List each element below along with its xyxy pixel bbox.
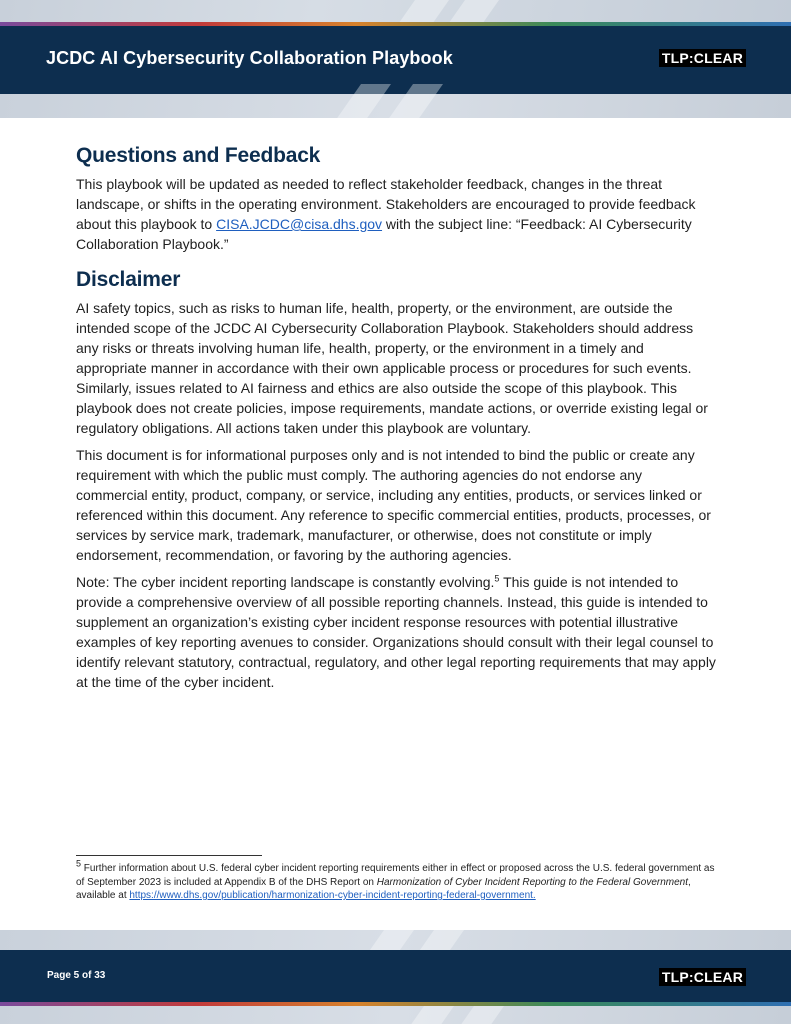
feedback-email-link[interactable]: CISA.JCDC@cisa.dhs.gov [216,216,383,232]
main-content [76,144,716,699]
tlp-label-footer: TLP:CLEAR [659,968,746,986]
disclaimer-heading: Disclaimer [76,268,181,291]
questions-feedback-heading: Questions and Feedback [76,144,321,167]
page-number: Page 5 of 33 [47,970,106,981]
disclaimer-paragraph-3: Note: The cyber incident reporting landscape is constantly evolving.$^5$ This guide is not intended to provide a comprehensive overview of all possible reporting channels. Instead, this guide is intended to supplement an organization’s existing cyber incident response resources with potential illustrative examples of key reporting avenues to consider. Organizations should consult with their legal counsel to identify relevant statutory, contractual, regulatory, and other legal reporting requirements that may apply at the time of the cyber incident. [76,573,716,690]
dhs-report-link[interactable]: https://www.dhs.gov/publication/harmonization-cyber-incident-reporting-federal-government. [129,890,536,901]
questions-feedback-paragraph: This playbook will be updated as needed to reflect stakeholder feedback, changes in the threat landscape, or shifts in the operating environment. Stakeholders are encouraged to provide feedback about this playbook to CISA.JCDC@cisa.dhs.gov with the subject line: “Feedback: AI Cybersecurity Collaboration Playbook.” [76,176,696,252]
footer-top-stripe [0,930,791,950]
header-bottom-stripe [0,94,791,118]
disclaimer-paragraph-1: AI safety topics, such as risks to human life, health, property, or the environment, are outside the intended scope of the JCDC AI Cybersecurity Collaboration Playbook. Stakeholders should address any risks or threats involving human life, health, property, or the environment in a timely and appropriate manner in accordance with their own applicable process or procedures for such events. Similarly, issues related to AI fairness and ethics are also outside the scope of this playbook. This playbook does not create policies, impose requirements, mandate actions, or override existing legal or regulatory obligations. All actions taken under this playbook are voluntary. [76,300,708,436]
footnote-rule [76,855,262,856]
tlp-label-header: TLP:CLEAR [659,49,746,67]
footnote: $^5$ Further information about U.S. federal cyber incident reporting requirements either in effect or proposed across the U.S. federal government as of September 2023 is included at Appendix B of the DHS Report on Harmonization of Cyber Incident Reporting to the Federal Government, available at https://www.dhs.gov/publication/harmonization-cyber-incident-reporting-federal-government. [76,858,715,901]
footer-bottom-stripe [0,1006,791,1024]
footnote-ref[interactable]: 5 [494,573,500,584]
document-title: JCDC AI Cybersecurity Collaboration Playbook [46,48,453,68]
disclaimer-paragraph-2: This document is for informational purposes only and is not intended to bind the public or create any requirement with which the public must comply. The authoring agencies do not endorse any commercial entity, product, company, or service, including any entities, products, or services linked or referenced within this document. Any reference to specific commercial entities, products, processes, or services by service mark, trademark, manufacturer, or otherwise, does not constitute or imply endorsement, recommendation, or favoring by the authoring agencies. [76,447,711,563]
